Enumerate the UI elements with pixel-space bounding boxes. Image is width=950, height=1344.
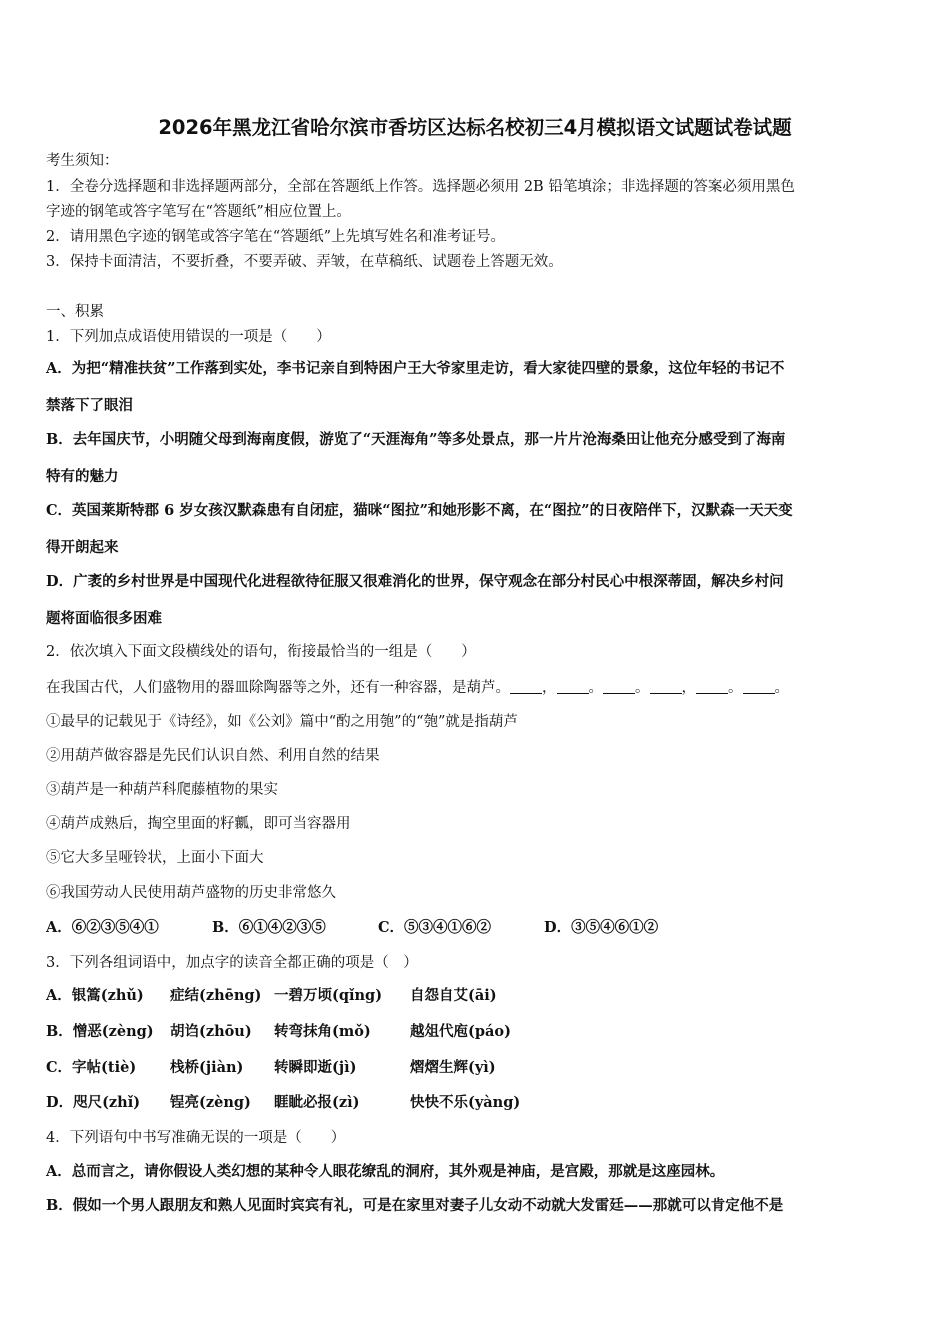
q4-option-b: B．假如一个男人跟朋友和熟人见面时宾宾有礼，可是在家里对妻子儿女动不动就大发雷廷——那就可以肯定他不是 <box>46 1197 784 1214</box>
q3-b-3: 转弯抹角(mǒ) <box>274 1023 371 1040</box>
blank-5 <box>696 679 728 694</box>
q3-a-3: 一碧万顷(qǐng) <box>274 987 383 1004</box>
blank-2 <box>557 679 589 694</box>
notice-item-1-line-1: 1．全卷分选择题和非选择题两部分，全部在答题纸上作答。选择题必须用 2B 铅笔填涂；非选择题的答案必须用黑色 <box>46 179 795 195</box>
q3-d-2: 锃亮(zèng) <box>170 1094 251 1111</box>
q2-sentence-3: ③葫芦是一种葫芦科爬藤植物的果实 <box>46 782 278 798</box>
q3-b-2: 胡诌(zhōu) <box>170 1023 252 1040</box>
q3-c-4: 熠熠生辉(yì) <box>410 1059 496 1076</box>
q4-stem: 4．下列语句中书写准确无误的一项是（ ） <box>46 1130 346 1146</box>
q1-option-d-line-1: D．广袤的乡村世界是中国现代化进程欲待征服又很难消化的世界，保守观念在部分村民心中根深蒂固，解决乡村问 <box>46 573 784 590</box>
q3-c-3: 转瞬即逝(jì) <box>274 1059 357 1076</box>
notice-heading: 考生须知： <box>46 153 119 169</box>
q2-option-d: D．③⑤④⑥①② <box>544 919 659 936</box>
q3-row-a <box>46 986 497 1006</box>
notice-item-3: 3．保持卡面清洁，不要折叠，不要弄破、弄皱，在草稿纸、试题卷上答题无效。 <box>46 254 563 270</box>
q2-option-c: C．⑤③④①⑥② <box>378 919 492 936</box>
q3-d-1: D．咫尺(zhǐ) <box>46 1094 141 1111</box>
q1-option-c-line-1: C．英国莱斯特郡 6 岁女孩汉默森患有自闭症，猫咪“图拉”和她形影不离，在“图拉”的日夜陪伴下，汉默森一天天变 <box>46 502 793 519</box>
q4-option-a: A．总而言之，请你假设人类幻想的某种令人眼花缭乱的洞府，其外观是神庙，是宫殿，那就是这座园林。 <box>46 1163 725 1180</box>
q1-option-a-line-2: 禁落下了眼泪 <box>46 397 133 414</box>
blank-4 <box>650 679 682 694</box>
notice-item-2: 2．请用黑色字迹的钢笔或答字笔在“答题纸”上先填写姓名和准考证号。 <box>46 229 506 245</box>
q3-b-4: 越俎代庖(páo) <box>410 1023 511 1040</box>
exam-title: 2026年黑龙江省哈尔滨市香坊区达标名校初三4月模拟语文试题试卷试题 <box>158 116 792 139</box>
notice-item-1-line-2: 字迹的钢笔或答字笔写在“答题纸”相应位置上。 <box>46 204 351 220</box>
q3-row-b <box>46 1022 511 1042</box>
q3-row-c <box>46 1058 496 1078</box>
q2-option-a: A．⑥②③⑤④① <box>46 919 159 936</box>
q2-passage-text: 在我国古代，人们盛物用的器皿除陶器等之外，还有一种容器，是葫芦。 <box>46 680 510 696</box>
q3-c-2: 栈桥(jiàn) <box>170 1059 244 1076</box>
q3-d-3: 睚眦必报(zì) <box>274 1094 360 1111</box>
blank-6 <box>743 679 775 694</box>
q3-row-d <box>46 1093 520 1113</box>
blank-1 <box>510 679 542 694</box>
q1-option-a-line-1: A．为把“精准扶贫”工作落到实处，李书记亲自到特困户王大爷家里走访，看大家徒四壁的景象，这位年轻的书记不 <box>46 360 785 377</box>
q1-option-b-line-1: B．去年国庆节，小明随父母到海南度假，游览了“天涯海角”等多处景点，那一片片沧海桑田让他充分感受到了海南 <box>46 431 786 448</box>
q3-a-1: A．银篙(zhǔ) <box>46 987 144 1004</box>
q2-sentence-6: ⑥我国劳动人民使用葫芦盛物的历史非常悠久 <box>46 885 336 901</box>
q1-stem: 1．下列加点成语使用错误的一项是（ ） <box>46 329 331 345</box>
q3-a-2: 症结(zhēng) <box>170 987 262 1004</box>
section-heading: 一、积累 <box>46 304 104 320</box>
q2-options <box>46 918 658 938</box>
q2-sentence-1: ①最早的记载见于《诗经》，如《公刘》篇中“酌之用匏”的“匏”就是指葫芦 <box>46 714 518 730</box>
q3-stem: 3．下列各组词语中，加点字的读音全都正确的项是（ ） <box>46 955 418 971</box>
q2-sentence-2: ②用葫芦做容器是先民们认识自然、利用自然的结果 <box>46 748 380 764</box>
q3-b-1: B．憎恶(zèng) <box>46 1023 154 1040</box>
q3-c-1: C．字帖(tiè) <box>46 1059 137 1076</box>
q2-option-b: B．⑥①④②③⑤ <box>212 919 326 936</box>
q2-stem: 2．依次填入下面文段横线处的语句，衔接最恰当的一组是（ ） <box>46 644 476 660</box>
q1-option-c-line-2: 得开朗起来 <box>46 539 119 556</box>
blank-3 <box>603 679 635 694</box>
q3-a-4: 自怨自艾(āi) <box>410 987 497 1004</box>
q1-option-b-line-2: 特有的魅力 <box>46 468 119 485</box>
q2-sentence-4: ④葫芦成熟后，掏空里面的籽瓤，即可当容器用 <box>46 816 351 832</box>
q2-passage: 在我国古代，人们盛物用的器皿除陶器等之外，还有一种容器，是葫芦。 ， 。 。 ， 。 。 <box>46 680 789 696</box>
q3-d-4: 快快不乐(yàng) <box>410 1094 521 1111</box>
q1-option-d-line-2: 题将面临很多困难 <box>46 610 162 627</box>
q2-sentence-5: ⑤它大多呈哑铃状，上面小下面大 <box>46 850 264 866</box>
